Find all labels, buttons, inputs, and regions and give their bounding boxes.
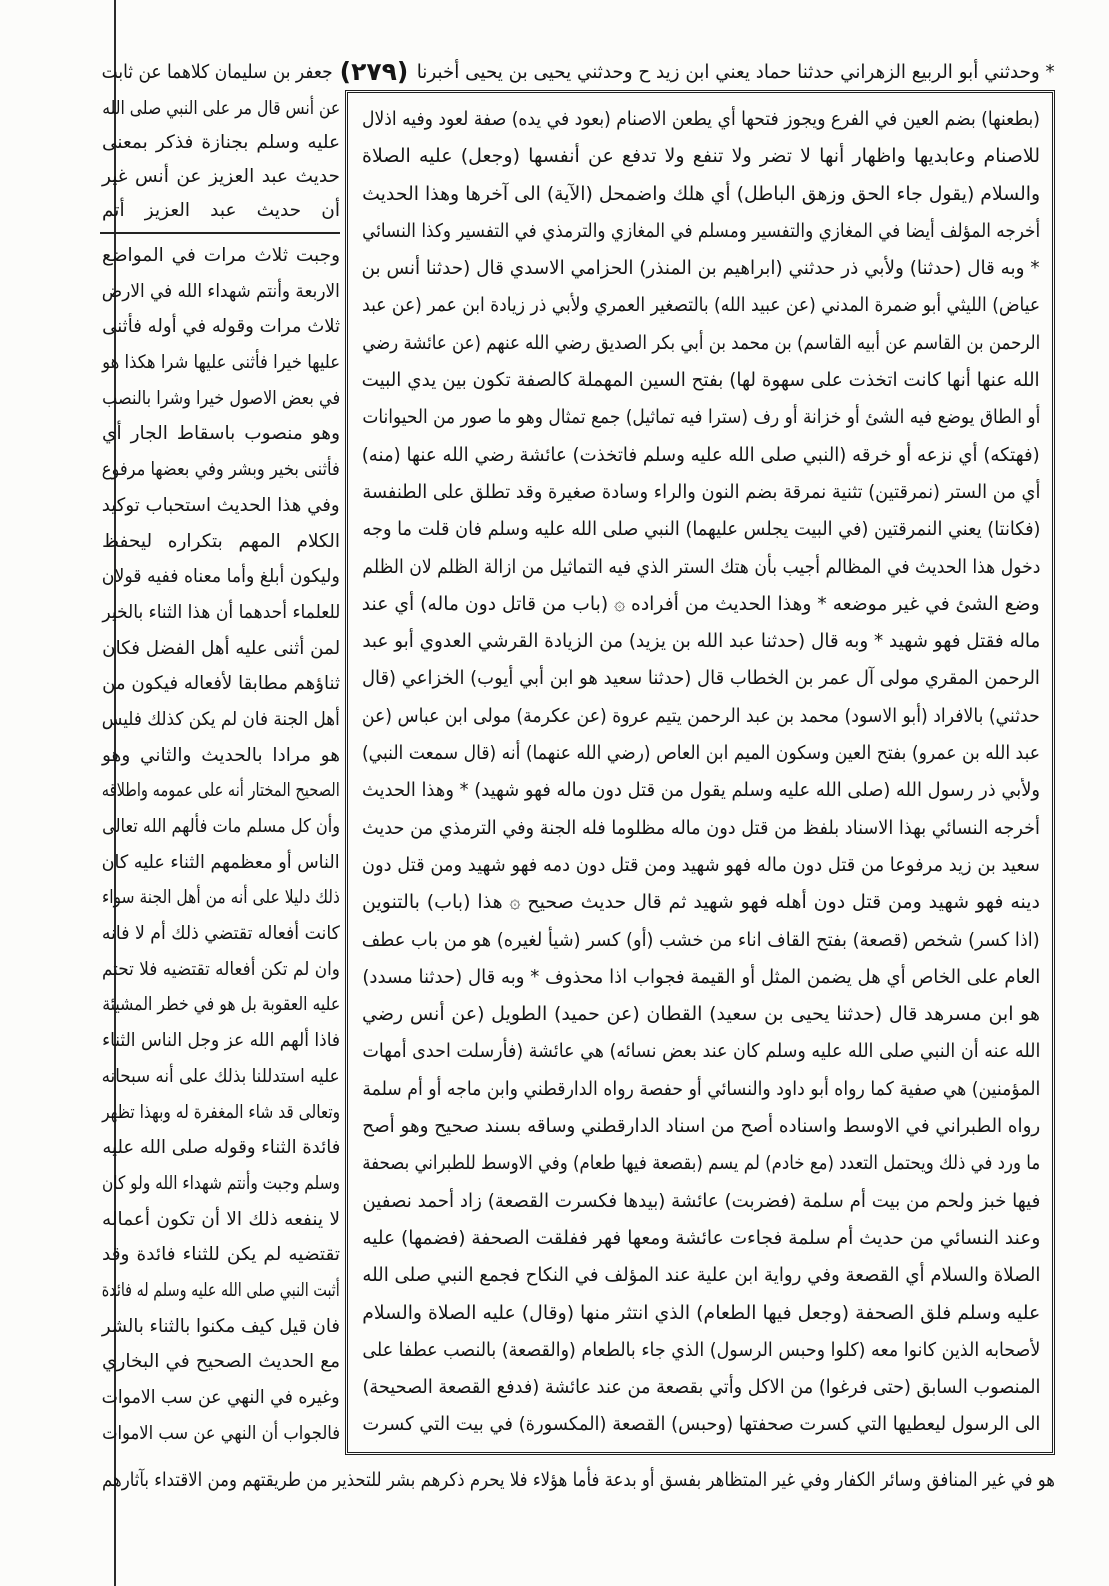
commentary-line [360,772,1040,809]
commentary-line-text: الله عنها أنها كانت اتخذت على سهوة لها) بفتح السين المهملة كالصفة تكون بين يدي البيت [362,369,1040,392]
margin-line-text: أثبت النبي صلى الله عليه وسلم له فائدة [102,1279,340,1301]
margin-line-text: الصحيح المختار أنه على عمومه واطلاقه [101,780,340,802]
margin-line [100,1059,340,1095]
margin-line-text: ذلك دليلا على أنه من أهل الجنة سواء [102,887,340,909]
commentary-line-text: رواه الطبراني في الاوسط واسناده أصح من اسناد الدارقطني وساقه بسند صحيح وهو أصح [362,1115,1040,1138]
page-header [100,54,1055,90]
margin-line-text: فأثنى بخير وبشر وفي بعضها مرفوع [102,459,340,481]
commentary-line-text: عبد الله بن عمرو) بفتح العين وسكون الميم ابن العاص (رضي الله عنهما) أنه (قال سمعت النبي) [362,742,1040,765]
commentary-line [360,1406,1040,1443]
commentary-line [360,847,1040,884]
commentary-line [360,959,1040,996]
commentary-line-text: دخول هذا الحديث في المظالم أجيب بأن هتك الستر الذي فيه التماثيل من ازالة الظلم لان الظلم [362,555,1040,578]
commentary-line [360,1183,1040,1220]
commentary-line-text: * وبه قال (حدثنا) ولأبي ذر حدثني (ابراهيم بن المنذر) الحزامي الاسدي قال (حدثنا أنس بن [362,257,1040,280]
margin-line [100,773,340,809]
margin-line-text: هو مرادا بالحديث والثاني وهو [102,744,340,766]
commentary-line-text: هو ابن مسرهد قال (حدثنا يحيى بن سعيد) القطان (عن حميد) الطويل (عن أنس رضي [362,1003,1040,1026]
margin-body-block [100,238,340,1451]
commentary-line [360,101,1040,138]
margin-top-line [100,160,340,194]
margin-line-text: وغيره في النهي عن سب الاموات [102,1387,340,1408]
commentary-line-text: (فهتكه) أي نزعه أو خرقه (النبي صلى الله عليه وسلم فاتخذت) عائشة رضي الله عنها (منه) [362,443,1040,466]
commentary-line [360,362,1040,399]
commentary-line [360,474,1040,511]
commentary-line [360,213,1040,250]
commentary-line-text: الله عنه أن النبي صلى الله عليه وسلم كان عند بعض نسائه) هي عائشة (فأرسلت احدى أمهات [362,1040,1040,1063]
margin-top-line-text: عليه وسلم بجنازة فذكر بمعنى [102,132,340,153]
commentary-line [360,996,1040,1033]
commentary-line-text: والسلام (يقول جاء الحق وزهق الباطل) أي هلك واضمحل (الآية) الى آخرها وهذا الحديث [362,182,1040,205]
commentary-line-text: أو الطاق يوضع فيه الشئ أو خزانة أو رف (سترا فيه تماثيل) جمع تمثال وهو ما صور من الحيوانات [362,406,1040,429]
margin-line [100,238,340,274]
margin-line [100,738,340,774]
margin-line [100,1023,340,1059]
commentary-line [360,810,1040,847]
margin-line-text: أهل الجنة فان لم يكن كذلك فليس [102,708,340,730]
margin-line [100,345,340,381]
commentary-line-text: المؤمنين) هي صفية كما رواه أبو داود والنسائي أو حفصة رواه الدارقطني وابن ماجه أو أم سلمة [362,1077,1040,1100]
margin-line-text: مع الحديث الصحيح في البخاري [102,1351,340,1373]
margin-line [100,1237,340,1273]
margin-line-text: عليها خيرا فأثنى عليها شرا هكذا هو [102,352,340,374]
commentary-line-text: فيها خبز ولحم من بيت أم سلمة (فضربت) عائشة (بيدها فكسرت القصعة) زاد أحمد نصفين [362,1189,1040,1212]
margin-line-text: وليكون أبلغ وأما معناه ففيه قولان [102,566,340,588]
commentary-line-text: للاصنام وعابديها واظهار أنها لا تضر ولا تنفع ولا تدفع عن أنفسها (وجعل) عليه الصلاة [362,145,1040,168]
commentary-line [360,884,1040,921]
commentary-line [360,287,1040,324]
commentary-line [360,1145,1040,1182]
commentary-line [360,549,1040,586]
margin-line [100,595,340,631]
margin-top-block [100,92,340,228]
header-text-start [415,54,1055,90]
header-text-start-content: * وحدثني أبو الربيع الزهراني حدثنا حماد يعني ابن زيد ح وحدثني يحيى بن يحيى أخبرنا [417,61,1055,83]
commentary-line [360,623,1040,660]
margin-line [100,309,340,345]
margin-line [100,916,340,952]
commentary-line-text: ماله فقتل فهو شهيد * وبه قال (حدثنا عبد الله بن يزيد) من الزيادة القرشي العدوي أبو عبد [362,630,1040,653]
commentary-line [360,1033,1040,1070]
commentary-line [360,511,1040,548]
margin-line [100,559,340,595]
commentary-line-text: ما ورد في ذلك ويحتمل التعدد (مع خادم) لم يسم (بقصعة فيها طعام) وفي الاوسط للطبراني بصحفة [362,1152,1040,1175]
margin-line-text: لا ينفعه ذلك الا أن تكون أعماله [102,1208,340,1230]
margin-divider [100,232,340,234]
margin-line-text: وتعالى قد شاء المغفرة له وبهذا تظهر [102,1101,340,1123]
margin-line [100,702,340,738]
commentary-line-text: (اذا كسر) شخص (قصعة) بفتح القاف اناء من خشب (أو) كسر (شيأ لغيره) هو من باب عطف [362,928,1040,951]
commentary-line [360,1220,1040,1257]
commentary-line-text: الى الرسول ليعطيها التي كسرت صحفتها (وحبس) القصعة (المكسورة) في بيت التي كسرت [362,1413,1040,1436]
margin-line-text: وان لم تكن أفعاله تقتضيه فلا تحتم [102,958,340,980]
commentary-line-text: عياض) الليثي أبو ضمرة المدني (عن عبيد الله) بالتصغير العمري ولأبي ذر زيادة ابن عمر (عن عبد [362,294,1040,317]
commentary-line-text: أي من الستر (نمرقتين) تثنية نمرقة بضم النون والراء وسادة صغيرة وقد تطلق على الطنفسة [362,480,1040,503]
commentary-line [360,586,1040,623]
commentary-line-text: لأصحابه الذين كانوا معه (كلوا وحبس الرسول) الذي جاء بالطعام (والقصعة) بالنصب عطفا على [362,1338,1040,1361]
commentary-line-text: وعند النسائي من حديث أم سلمة فجاءت عائشة ومعها فهر ففلقت الصحفة (فضمها) عليه [362,1226,1040,1249]
margin-line [100,1309,340,1345]
margin-line [100,1202,340,1238]
page-number [333,54,415,90]
header-text-end [100,54,333,90]
margin-top-line [100,92,340,126]
margin-line [100,274,340,310]
margin-line-text: عليه استدللنا بذلك على أنه سبحانه [102,1065,340,1087]
margin-top-line-text: حديث عبد العزيز عن أنس غير [102,166,340,187]
commentary-line-text: الرحمن المقري مولى آل عمر بن الخطاب قال (حدثنا سعيد هو ابن أبي أيوب) الخزاعي (قال [362,667,1040,690]
commentary-line-text: المنصوب السابق (حتى فرغوا) من الاكل وأتي بقصعة من عند عائشة (فدفع القصعة الصحيحة) [362,1376,1040,1399]
margin-line-text: لمن أثنى عليه أهل الفضل فكان [102,637,340,659]
commentary-line-text: دينه فهو شهيد ومن قتل دون أهله فهو شهيد ثم قال حديث صحيح ۞ هذا (باب) بالتنوين [362,891,1040,914]
margin-line-text: وسلم وجبت وأنتم شهداء الله ولو كان [102,1172,340,1194]
margin-column [100,92,340,1451]
margin-line [100,880,340,916]
margin-top-line-text: عن أنس قال مر على النبي صلى الله [102,98,340,119]
margin-line-text: في بعض الاصول خيرا وشرا بالنصب [102,387,340,409]
margin-line-text: وجبت ثلاث مرات في المواضع [102,245,340,266]
footer-line-text: هو في غير المنافق وسائر الكفار وفي غير المتظاهر بفسق أو بدعة فأما هؤلاء فلا يحرم ذكرهم بشر للتحذير من طريقتهم ومن الاقتداء بآثارهم [102,1469,1055,1491]
margin-line-text: الكلام المهم بتكراره ليحفظ [102,530,340,552]
margin-line [100,1166,340,1202]
commentary-line-text: أخرجه المؤلف أيضا في المغازي والتفسير ومسلم في المغازي والترمذي في التفسير وكذا النسائي [362,219,1040,242]
margin-line [100,1095,340,1131]
commentary-line [360,922,1040,959]
commentary-line [360,1369,1040,1406]
margin-line [100,1416,340,1452]
commentary-line [360,698,1040,735]
commentary-line [360,437,1040,474]
margin-line [100,524,340,560]
margin-line [100,631,340,667]
commentary-line-text: أخرجه النسائي بهذا الاسناد بلفظ من قتل دون ماله مظلوما فله الجنة وفي الترمذي من حديث [362,816,1040,839]
margin-line-text: فاذا ألهم الله عز وجل الناس الثناء [102,1030,340,1052]
commentary-line [360,399,1040,436]
margin-line-text: فائدة الثناء وقوله صلى الله عليه [102,1137,340,1159]
page-footer [100,1462,1055,1498]
margin-line-text: فان قيل كيف مكنوا بالثناء بالشر [102,1315,340,1337]
margin-line [100,452,340,488]
margin-line [100,1130,340,1166]
commentary-line-text: الصلاة والسلام أي القصعة وفي رواية ابن علية عند المؤلف في النكاح فجمع النبي صلى الله [362,1264,1040,1287]
commentary-line-text: ولأبي ذر رسول الله (صلى الله عليه وسلم يقول من قتل دون ماله فهو شهيد) * وهذا الحديث [362,779,1040,802]
commentary-line [360,1257,1040,1294]
header-text-end-content: جعفر بن سليمان كلاهما عن ثابت [102,61,333,83]
margin-line [100,1344,340,1380]
margin-line-text: الاربعة وأنتم شهداء الله في الارض [102,280,340,302]
margin-line-text: ثناؤهم مطابقا لأفعاله فيكون من [102,673,340,695]
margin-line [100,952,340,988]
margin-line [100,666,340,702]
commentary-line-text: الرحمن بن القاسم عن أبيه القاسم) بن محمد بن أبي بكر الصديق رضي الله عنهم (عن عائشة رضي [362,331,1040,354]
commentary-line-text: (فكانتا) يعني النمرقتين (في البيت يجلس عليهما) النبي صلى الله عليه وسلم فان قلت ما وجه [362,518,1040,541]
commentary-line [360,1071,1040,1108]
commentary-line-text: سعيد بن زيد مرفوعا من قتل دون ماله فهو شهيد ومن قتل دون دمه فهو شهيد ومن قتل دون [362,853,1040,876]
margin-top-line [100,194,340,228]
margin-top-line [100,126,340,160]
commentary-line [360,325,1040,362]
margin-line [100,1273,340,1309]
commentary-line-text: وضع الشئ في غير موضعه * وهذا الحديث من أفراده ۞ (باب من قاتل دون ماله) أي عند [362,592,1040,615]
margin-line-text: فالجواب أن النهي عن سب الاموات [102,1422,340,1444]
margin-line-text: وفي هذا الحديث استحباب توكيد [102,494,340,516]
commentary-line-text: عليه وسلم فلق الصحفة (وجعل فيها الطعام) الذي انتثر منها (وقال) عليه الصلاة والسلام [362,1301,1040,1324]
commentary-line-text: العام على الخاص أي هل يضمن المثل أو القيمة فجواب اذا محذوف * وبه قال (حدثنا مسدد) [362,965,1040,988]
commentary-line [360,1295,1040,1332]
page-number-text: (٢٧٩) [339,57,409,86]
margin-line-text: للعلماء أحدهما أن هذا الثناء بالخير [102,601,340,623]
margin-line-text: ثلاث مرات وقوله في أوله فأثنى [102,316,340,338]
footer-line [100,1462,1055,1498]
commentary-line [360,138,1040,175]
commentary-line [360,1332,1040,1369]
margin-line-text: وهو منصوب باسقاط الجار أي [102,423,340,445]
commentary-line [360,250,1040,287]
margin-line [100,987,340,1023]
commentary-line [360,176,1040,213]
margin-line [100,845,340,881]
commentary-line-text: حدثني) بالافراد (أبو الاسود) محمد بن عبد الرحمن يتيم عروة (عن عكرمة) مولى ابن عباس (عن [362,704,1040,727]
margin-line [100,416,340,452]
margin-line-text: عليه العقوبة بل هو في خطر المشيئة [102,994,340,1016]
margin-line [100,1380,340,1416]
commentary-line [360,660,1040,697]
margin-line [100,488,340,524]
margin-line-text: تقتضيه لم يكن للثناء فائدة وقد [102,1244,340,1266]
commentary-line [360,1108,1040,1145]
margin-top-line-text: أن حديث عبد العزيز أتم [102,200,340,221]
margin-line-text: الناس أو معظمهم الثناء عليه كان [102,851,340,873]
commentary-line [360,735,1040,772]
margin-line-text: وأن كل مسلم مات فألهم الله تعالى [102,816,340,837]
margin-line [100,381,340,417]
commentary-box [345,90,1055,1455]
margin-line-text: كانت أفعاله تقتضي ذلك أم لا فانه [102,923,340,945]
margin-line [100,809,340,845]
commentary-line-text: (بطعنها) بضم العين في الفرع ويجوز فتحها أي يطعن الاصنام (بعود في يده) صفة لعود وفيه اذلال [362,108,1040,130]
